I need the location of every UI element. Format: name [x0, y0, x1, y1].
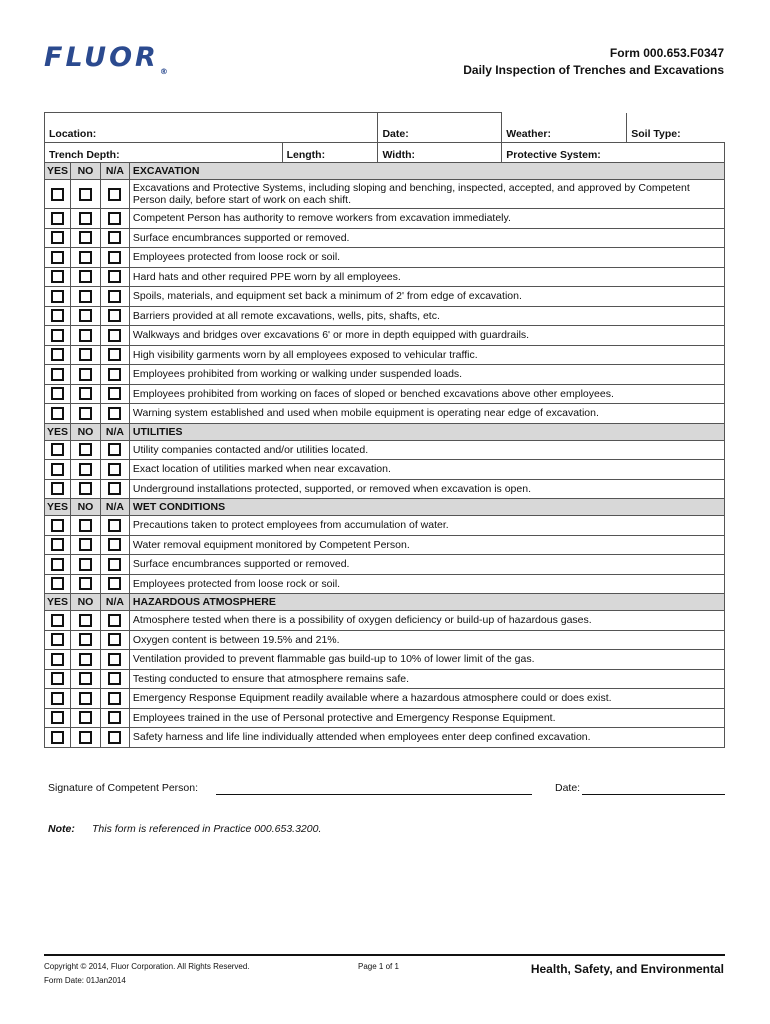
checklist-item-text: Water removal equipment monitored by Competent Person.: [129, 535, 724, 555]
checklist-row: [45, 228, 725, 248]
no-checkbox[interactable]: [79, 329, 92, 342]
yes-checkbox[interactable]: [51, 329, 64, 342]
checkbox-cell: [70, 180, 100, 209]
yes-checkbox[interactable]: [51, 482, 64, 495]
yes-checkbox[interactable]: [51, 711, 64, 724]
no-checkbox[interactable]: [79, 231, 92, 244]
no-checkbox[interactable]: [79, 538, 92, 551]
checkbox-cell: [45, 326, 71, 346]
checklist-item-text: Safety harness and life line individually attended when employees enter deep confined excavation.: [129, 728, 724, 748]
checklist-item-text: Competent Person has authority to remove workers from excavation immediately.: [129, 209, 724, 229]
checklist-row: [45, 728, 725, 748]
checkbox-cell: [100, 248, 129, 268]
checkbox-cell: [70, 516, 100, 536]
checklist-row: [45, 479, 725, 499]
checkbox-cell: [100, 460, 129, 480]
checkbox-cell: [45, 555, 71, 575]
trench-depth-field[interactable]: Trench Depth:: [45, 143, 283, 163]
checkbox-cell: [70, 708, 100, 728]
section-header: [45, 499, 725, 516]
no-checkbox[interactable]: [79, 558, 92, 571]
checklist-item-text: Surface encumbrances supported or removed.: [129, 228, 724, 248]
department-label: Health, Safety, and Environmental: [530, 962, 724, 976]
checkbox-cell: [45, 228, 71, 248]
na-checkbox[interactable]: [108, 731, 121, 744]
checklist-item-text: Surface encumbrances supported or removed.: [129, 555, 724, 575]
na-checkbox[interactable]: [108, 329, 121, 342]
checkbox-cell: [45, 728, 71, 748]
checkbox-cell: [70, 248, 100, 268]
checklist-item-text: Spoils, materials, and equipment set back a minimum of 2' from edge of excavation.: [129, 287, 724, 307]
no-checkbox[interactable]: [79, 387, 92, 400]
section-title: HAZARDOUS ATMOSPHERE: [129, 594, 724, 611]
yes-checkbox[interactable]: [51, 387, 64, 400]
yes-column-header: YES: [45, 423, 71, 440]
section-header: [45, 594, 725, 611]
na-checkbox[interactable]: [108, 558, 121, 571]
checkbox-cell: [100, 404, 129, 424]
checkbox-cell: [70, 535, 100, 555]
checkbox-cell: [100, 345, 129, 365]
checklist-item-text: Utility companies contacted and/or utilities located.: [129, 440, 724, 460]
checkbox-cell: [70, 209, 100, 229]
checklist-item-text: Employees prohibited from working on faces of sloped or benched excavations above other employees.: [129, 384, 724, 404]
checkbox-cell: [100, 180, 129, 209]
checklist-item-text: Employees protected from loose rock or soil.: [129, 248, 724, 268]
checklist-item-text: High visibility garments worn by all employees exposed to vehicular traffic.: [129, 345, 724, 365]
na-checkbox[interactable]: [108, 348, 121, 361]
checkbox-cell: [70, 574, 100, 594]
checklist-item-text: Hard hats and other required PPE worn by all employees.: [129, 267, 724, 287]
yes-checkbox[interactable]: [51, 251, 64, 264]
no-checkbox[interactable]: [79, 633, 92, 646]
checklist-row: [45, 650, 725, 670]
checkbox-cell: [100, 479, 129, 499]
na-checkbox[interactable]: [108, 407, 121, 420]
checkbox-cell: [70, 689, 100, 709]
checkbox-cell: [70, 326, 100, 346]
no-checkbox[interactable]: [79, 251, 92, 264]
yes-checkbox[interactable]: [51, 407, 64, 420]
checkbox-cell: [45, 440, 71, 460]
yes-checkbox[interactable]: [51, 653, 64, 666]
checkbox-cell: [100, 708, 129, 728]
na-checkbox[interactable]: [108, 368, 121, 381]
checklist-row: [45, 180, 725, 209]
checkbox-cell: [45, 574, 71, 594]
no-checkbox[interactable]: [79, 692, 92, 705]
no-checkbox[interactable]: [79, 443, 92, 456]
section-title: WET CONDITIONS: [129, 499, 724, 516]
no-column-header: NO: [70, 499, 100, 516]
checklist-item-text: Emergency Response Equipment readily available where a hazardous atmosphere could or does exist.: [129, 689, 724, 709]
na-checkbox[interactable]: [108, 519, 121, 532]
no-checkbox[interactable]: [79, 672, 92, 685]
weather-field[interactable]: Weather:: [502, 113, 627, 142]
checklist-item-text: Atmosphere tested when there is a possibility of oxygen deficiency or build-up of hazardous gases.: [129, 611, 724, 631]
no-checkbox[interactable]: [79, 463, 92, 476]
na-checkbox[interactable]: [108, 614, 121, 627]
na-checkbox[interactable]: [108, 482, 121, 495]
checklist-row: [45, 669, 725, 689]
checkbox-cell: [70, 345, 100, 365]
na-column-header: N/A: [100, 594, 129, 611]
checklist-row: [45, 326, 725, 346]
no-checkbox[interactable]: [79, 407, 92, 420]
no-checkbox[interactable]: [79, 348, 92, 361]
no-checkbox[interactable]: [79, 290, 92, 303]
checkbox-cell: [100, 669, 129, 689]
no-checkbox[interactable]: [79, 270, 92, 283]
width-field[interactable]: Width:: [378, 143, 502, 163]
checklist-row: [45, 630, 725, 650]
checklist-item-text: Walkways and bridges over excavations 6' or more in depth equipped with guardrails.: [129, 326, 724, 346]
page-number: Page 1 of 1: [358, 962, 399, 971]
yes-checkbox[interactable]: [51, 443, 64, 456]
checkbox-cell: [45, 650, 71, 670]
yes-checkbox[interactable]: [51, 348, 64, 361]
date-field[interactable]: Date:: [378, 113, 502, 143]
na-checkbox[interactable]: [108, 672, 121, 685]
inspection-table: [44, 112, 725, 748]
checklist-row: [45, 209, 725, 229]
checklist-row: [45, 306, 725, 326]
checkbox-cell: [70, 306, 100, 326]
checkbox-cell: [45, 384, 71, 404]
checklist-row: [45, 535, 725, 555]
yes-checkbox[interactable]: [51, 538, 64, 551]
checkbox-cell: [100, 535, 129, 555]
checkbox-cell: [45, 248, 71, 268]
checkbox-cell: [70, 650, 100, 670]
checkbox-cell: [70, 440, 100, 460]
checklist-item-text: Precautions taken to protect employees from accumulation of water.: [129, 516, 724, 536]
checkbox-cell: [100, 306, 129, 326]
checkbox-cell: [100, 611, 129, 631]
checkbox-cell: [45, 708, 71, 728]
na-checkbox[interactable]: [108, 251, 121, 264]
yes-checkbox[interactable]: [51, 270, 64, 283]
checkbox-cell: [45, 209, 71, 229]
na-checkbox[interactable]: [108, 270, 121, 283]
no-checkbox[interactable]: [79, 577, 92, 590]
yes-column-header: YES: [45, 163, 71, 180]
protective-system-field[interactable]: Protective System:: [502, 143, 725, 163]
yes-checkbox[interactable]: [51, 692, 64, 705]
section-title: UTILITIES: [129, 423, 724, 440]
checklist-item-text: Testing conducted to ensure that atmosphere remains safe.: [129, 669, 724, 689]
checkbox-cell: [45, 365, 71, 385]
form-date: Form Date: 01Jan2014: [44, 976, 126, 985]
checklist-row: [45, 574, 725, 594]
no-checkbox[interactable]: [79, 614, 92, 627]
checkbox-cell: [45, 669, 71, 689]
checkbox-cell: [100, 555, 129, 575]
checklist-row: [45, 404, 725, 424]
no-checkbox[interactable]: [79, 212, 92, 225]
section-header: [45, 423, 725, 440]
checkbox-cell: [70, 267, 100, 287]
checkbox-cell: [100, 267, 129, 287]
form-title: Daily Inspection of Trenches and Excavations: [463, 63, 724, 77]
checkbox-cell: [45, 479, 71, 499]
registered-mark: ®: [159, 67, 168, 76]
no-checkbox[interactable]: [79, 653, 92, 666]
yes-checkbox[interactable]: [51, 519, 64, 532]
checklist-row: [45, 345, 725, 365]
checklist-item-text: Underground installations protected, supported, or removed when excavation is open.: [129, 479, 724, 499]
checkbox-cell: [100, 630, 129, 650]
yes-checkbox[interactable]: [51, 188, 64, 201]
checkbox-cell: [100, 728, 129, 748]
checklist-row: [45, 708, 725, 728]
checkbox-cell: [45, 611, 71, 631]
checkbox-cell: [70, 460, 100, 480]
checkbox-cell: [70, 611, 100, 631]
checkbox-cell: [45, 460, 71, 480]
checkbox-cell: [100, 287, 129, 307]
checkbox-cell: [70, 365, 100, 385]
checkbox-cell: [100, 228, 129, 248]
checkbox-cell: [100, 440, 129, 460]
yes-column-header: YES: [45, 594, 71, 611]
soil-type-field[interactable]: Soil Type:: [631, 128, 681, 140]
yes-checkbox[interactable]: [51, 309, 64, 322]
no-column-header: NO: [70, 163, 100, 180]
section-header: [45, 163, 725, 180]
checklist-item-text: Employees trained in the use of Personal protective and Emergency Response Equipment.: [129, 708, 724, 728]
length-field[interactable]: Length:: [282, 143, 378, 163]
yes-checkbox[interactable]: [51, 633, 64, 646]
yes-checkbox[interactable]: [51, 731, 64, 744]
checkbox-cell: [100, 516, 129, 536]
checkbox-cell: [45, 630, 71, 650]
yes-checkbox[interactable]: [51, 212, 64, 225]
footer-divider: [44, 954, 725, 956]
checklist-item-text: Warning system established and used when mobile equipment is operating near edge of excavation.: [129, 404, 724, 424]
checklist-item-text: Employees prohibited from working or walking under suspended loads.: [129, 365, 724, 385]
checkbox-cell: [70, 669, 100, 689]
na-checkbox[interactable]: [108, 212, 121, 225]
na-checkbox[interactable]: [108, 188, 121, 201]
note-label: Note:: [48, 823, 75, 835]
yes-checkbox[interactable]: [51, 368, 64, 381]
checklist-item-text: Exact location of utilities marked when near excavation.: [129, 460, 724, 480]
no-checkbox[interactable]: [79, 711, 92, 724]
signature-date-line[interactable]: [582, 794, 725, 795]
checkbox-cell: [70, 728, 100, 748]
na-checkbox[interactable]: [108, 463, 121, 476]
checkbox-cell: [70, 555, 100, 575]
na-checkbox[interactable]: [108, 633, 121, 646]
checklist-row: [45, 267, 725, 287]
yes-checkbox[interactable]: [51, 463, 64, 476]
checkbox-cell: [45, 267, 71, 287]
yes-column-header: YES: [45, 499, 71, 516]
checklist-row: [45, 365, 725, 385]
checkbox-cell: [45, 306, 71, 326]
checkbox-cell: [100, 326, 129, 346]
checkbox-cell: [70, 630, 100, 650]
fluor-logo: [44, 42, 168, 76]
na-checkbox[interactable]: [108, 711, 121, 724]
checklist-row: [45, 555, 725, 575]
checklist-item-text: Oxygen content is between 19.5% and 21%.: [129, 630, 724, 650]
checklist-row: [45, 440, 725, 460]
yes-checkbox[interactable]: [51, 672, 64, 685]
form-number: Form 000.653.F0347: [609, 46, 724, 60]
yes-checkbox[interactable]: [51, 577, 64, 590]
checklist-row: [45, 689, 725, 709]
no-column-header: NO: [70, 423, 100, 440]
checkbox-cell: [45, 516, 71, 536]
location-field[interactable]: Location:: [45, 113, 378, 143]
signature-line[interactable]: [216, 794, 532, 795]
checkbox-cell: [70, 479, 100, 499]
checkbox-cell: [45, 345, 71, 365]
no-checkbox[interactable]: [79, 482, 92, 495]
checklist-item-text: Excavations and Protective Systems, including sloping and benching, inspected, accepted, and approved by Competent Person daily, before start of work on each shift.: [129, 180, 724, 209]
no-column-header: NO: [70, 594, 100, 611]
checklist-row: [45, 516, 725, 536]
yes-checkbox[interactable]: [51, 558, 64, 571]
copyright: Copyright © 2014, Fluor Corporation. All Rights Reserved.: [44, 962, 250, 971]
na-column-header: N/A: [100, 163, 129, 180]
checklist-row: [45, 248, 725, 268]
na-checkbox[interactable]: [108, 387, 121, 400]
na-checkbox[interactable]: [108, 231, 121, 244]
checkbox-cell: [45, 287, 71, 307]
no-checkbox[interactable]: [79, 188, 92, 201]
checkbox-cell: [100, 574, 129, 594]
yes-checkbox[interactable]: [51, 290, 64, 303]
checklist-item-text: Barriers provided at all remote excavations, wells, pits, shafts, etc.: [129, 306, 724, 326]
logo-text: FLUOR: [44, 42, 159, 73]
checklist-row: [45, 611, 725, 631]
checkbox-cell: [100, 365, 129, 385]
note-text: This form is referenced in Practice 000.653.3200.: [92, 823, 322, 835]
na-checkbox[interactable]: [108, 692, 121, 705]
checklist-row: [45, 460, 725, 480]
na-column-header: N/A: [100, 499, 129, 516]
checkbox-cell: [45, 180, 71, 209]
checkbox-cell: [70, 228, 100, 248]
na-checkbox[interactable]: [108, 653, 121, 666]
checklist-item-text: Employees protected from loose rock or soil.: [129, 574, 724, 594]
na-checkbox[interactable]: [108, 290, 121, 303]
checkbox-cell: [100, 650, 129, 670]
signature-label: Signature of Competent Person:: [48, 782, 199, 794]
checkbox-cell: [70, 384, 100, 404]
checkbox-cell: [100, 209, 129, 229]
na-column-header: N/A: [100, 423, 129, 440]
checklist-row: [45, 287, 725, 307]
checkbox-cell: [45, 404, 71, 424]
na-checkbox[interactable]: [108, 538, 121, 551]
checkbox-cell: [70, 404, 100, 424]
no-checkbox[interactable]: [79, 309, 92, 322]
signature-date-label: Date:: [555, 782, 581, 794]
no-checkbox[interactable]: [79, 368, 92, 381]
checkbox-cell: [100, 384, 129, 404]
checkbox-cell: [100, 689, 129, 709]
na-checkbox[interactable]: [108, 309, 121, 322]
no-checkbox[interactable]: [79, 519, 92, 532]
na-checkbox[interactable]: [108, 443, 121, 456]
na-checkbox[interactable]: [108, 577, 121, 590]
checkbox-cell: [45, 689, 71, 709]
section-title: EXCAVATION: [129, 163, 724, 180]
checklist-item-text: Ventilation provided to prevent flammable gas build-up to 10% of lower limit of the gas.: [129, 650, 724, 670]
checkbox-cell: [45, 535, 71, 555]
yes-checkbox[interactable]: [51, 614, 64, 627]
no-checkbox[interactable]: [79, 731, 92, 744]
checklist-row: [45, 384, 725, 404]
checkbox-cell: [70, 287, 100, 307]
yes-checkbox[interactable]: [51, 231, 64, 244]
